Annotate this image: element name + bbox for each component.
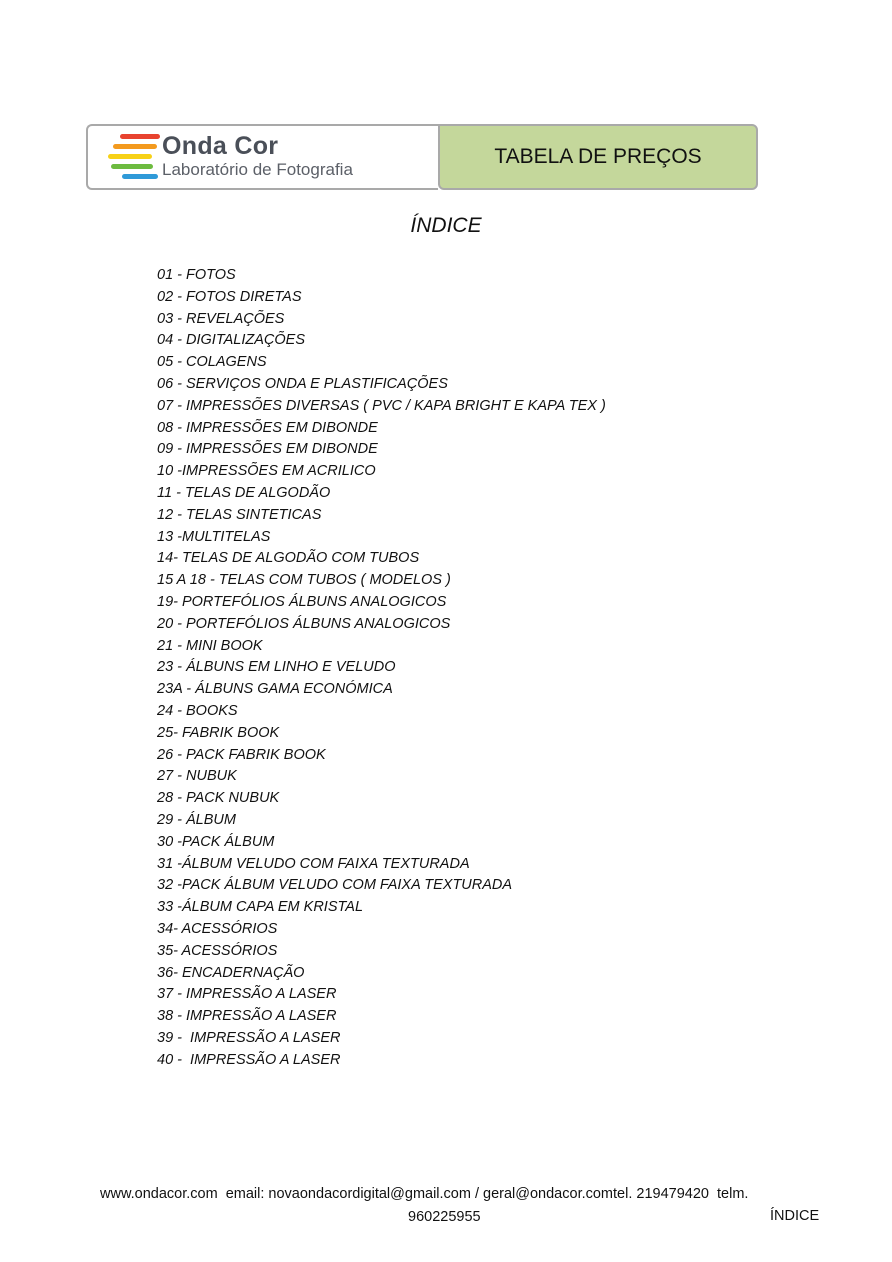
index-item: 29 - ÁLBUM: [157, 811, 236, 828]
index-item: 21 - MINI BOOK: [157, 637, 263, 654]
page-title: ÍNDICE: [410, 214, 482, 237]
index-item: 23 - ÁLBUNS EM LINHO E VELUDO: [157, 659, 396, 676]
index-item: 24 - BOOKS: [157, 702, 238, 719]
index-item: 11 - TELAS DE ALGODÃO: [157, 484, 331, 501]
index-item: 04 - DIGITALIZAÇÕES: [157, 332, 305, 349]
index-item: 31 -ÁLBUM VELUDO COM FAIXA TEXTURADA: [157, 855, 470, 872]
index-item: 13 -MULTITELAS: [157, 528, 271, 545]
index-item: 37 - IMPRESSÃO A LASER: [157, 986, 337, 1003]
footer-phone: 960225955: [408, 1209, 481, 1225]
logo-bar-green: [111, 164, 153, 169]
header-title: TABELA DE PREÇOS: [438, 124, 758, 190]
index-item: 40 - IMPRESSÃO A LASER: [157, 1051, 341, 1068]
index-item: 12 - TELAS SINTETICAS: [157, 506, 322, 523]
index-item: 32 -PACK ÁLBUM VELUDO COM FAIXA TEXTURADA: [157, 877, 513, 894]
index-item: 19- PORTEFÓLIOS ÁLBUNS ANALOGICOS: [157, 593, 447, 610]
index-item: 02 - FOTOS DIRETAS: [157, 288, 302, 305]
index-item: 06 - SERVIÇOS ONDA E PLASTIFICAÇÕES: [157, 375, 448, 392]
index-item: 36- ENCADERNAÇÃO: [157, 964, 305, 981]
logo: [86, 124, 438, 190]
footer-page-label: ÍNDICE: [770, 1208, 820, 1224]
logo-subtitle: Laboratório de Fotografia: [162, 160, 353, 179]
index-item: 08 - IMPRESSÕES EM DIBONDE: [157, 419, 378, 436]
index-item: 01 - FOTOS: [157, 267, 236, 283]
index-item: 38 - IMPRESSÃO A LASER: [157, 1008, 337, 1025]
logo-name: Onda Cor: [162, 132, 279, 160]
index-item: 03 - REVELAÇÕES: [157, 310, 285, 327]
index-item: 14- TELAS DE ALGODÃO COM TUBOS: [157, 550, 420, 567]
footer-contact: www.ondacor.com email: novaondacordigital@gmail.com / geral@ondacor.comtel. 219479420 telm.: [100, 1186, 749, 1202]
logo-bar-orange: [113, 144, 157, 149]
index-item: 33 -ÁLBUM CAPA EM KRISTAL: [157, 899, 364, 916]
index-item: 05 - COLAGENS: [157, 354, 267, 371]
index-item: 34- ACESSÓRIOS: [157, 920, 278, 937]
logo-bar-red: [120, 134, 160, 139]
rainbow-bars-logo-icon: [108, 132, 164, 182]
logo-bar-yellow: [108, 154, 152, 159]
index-item: 10 -IMPRESSÕES EM ACRILICO: [157, 463, 376, 480]
index-item: 27 - NUBUK: [157, 768, 237, 785]
index-item: 15 A 18 - TELAS COM TUBOS ( MODELOS ): [157, 572, 451, 589]
index-item: 20 - PORTEFÓLIOS ÁLBUNS ANALOGICOS: [157, 615, 451, 632]
index-item: 28 - PACK NUBUK: [157, 790, 280, 807]
index-list: [157, 265, 606, 1071]
logo-bar-blue: [122, 174, 158, 179]
index-item: 35- ACESSÓRIOS: [157, 942, 278, 959]
document-header: [86, 124, 758, 190]
index-item: 23A - ÁLBUNS GAMA ECONÓMICA: [157, 681, 393, 698]
index-item: 30 -PACK ÁLBUM: [157, 833, 275, 850]
index-item: 39 - IMPRESSÃO A LASER: [157, 1029, 341, 1046]
index-item: 07 - IMPRESSÕES DIVERSAS ( PVC / KAPA BRIGHT E KAPA TEX ): [157, 397, 606, 414]
index-item: 09 - IMPRESSÕES EM DIBONDE: [157, 441, 378, 458]
index-item: 25- FABRIK BOOK: [157, 724, 280, 741]
index-item: 26 - PACK FABRIK BOOK: [157, 746, 326, 763]
